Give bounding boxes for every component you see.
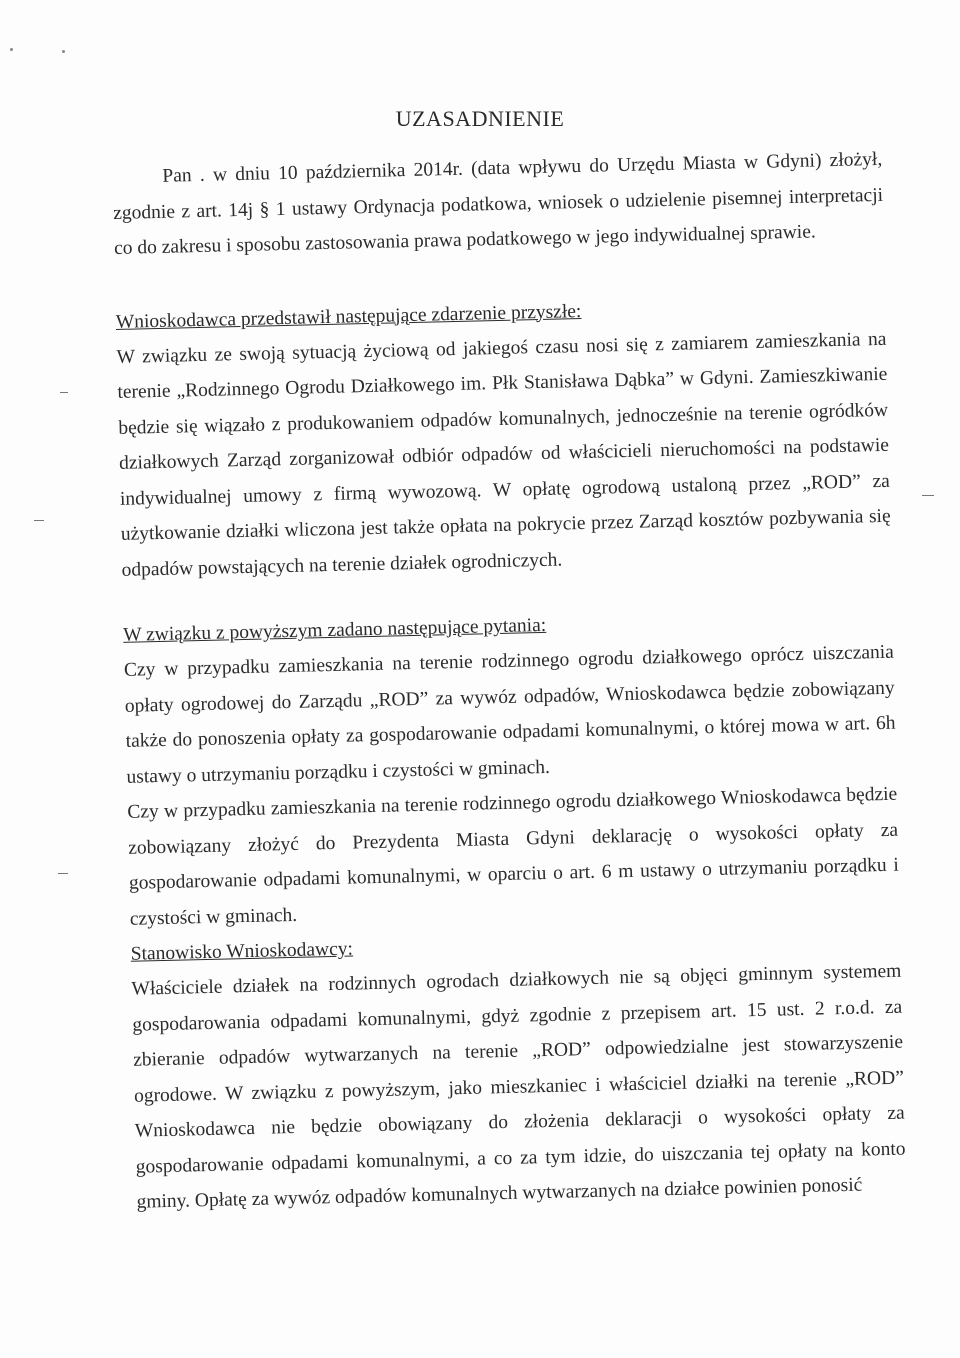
section-heading-position: Stanowisko Wnioskodawcy: [130,938,354,965]
scan-mark [922,495,934,496]
position-paragraph: Właściciele działek na rodzinnych ogrodach działkowych nie są objęci gminnym systemem gospodarowania odpadami komunalnymi, gdyż zgodnie z przepisem art. 15 ust. 2 r.o.d. za zbieranie odpadów wytwarzanych na terenie „ROD” odpowiedzialne jest stowarzyszenie ogrodowe. W związku z powyższym, jako mieszkaniec i właściciel działki na terenie „ROD” Wnioskodawca nie będzie obowiązany do złożenia deklaracji o wysokości opłaty za gospodarowanie odpadami komunalnymi, a co za tym idzie, do uiszczania tej opłaty na konto gminy. Opłatę za wywóz odpadów komunalnych wytwarzanych na działce powinien ponosić [131,960,906,1213]
intro-paragraph: Pan . w dniu 10 października 2014r. (data wpływu do Urzędu Miasta w Gdyni) złożył, zgodnie z art. 14j § 1 ustawy Ordynacja podatkowa, wniosek o udzielenie pisemnej interpretacji co do zakresu i sposobu zastosowania prawa podatkowego w jego indywidualnej sprawie. [113,148,884,259]
document-body [112,142,907,1220]
scan-mark [60,392,68,393]
scan-mark [34,520,44,521]
event-paragraph: W związku ze swoją sytuacją życiową od jakiegoś czasu nosi się z zamiarem zamieszkania na terenie „Rodzinnego Ogrodu Działkowego im. Płk Stanisława Dąbka” w Gdyni. Zamieszkiwanie będzie się wiązało z produkowaniem odpadów komunalnych, jednocześnie na terenie ogródków działkowych Zarząd zorganizował odbiór odpadów od właścicieli nieruchomości na podstawie indywidualnej umowy z firmą wywozową. W opłatę ogrodową ustaloną przez „ROD” za użytkowanie działki wliczona jest także opłata na pokrycie przez Zarząd kosztów pozbywania się odpadów powstających na terenie działek ogrodniczych. [116,328,891,581]
section-heading-event: Wnioskodawca przedstawił następujące zdarzenie przyszłe: [115,300,582,333]
scan-mark [58,873,68,874]
scan-speck [10,48,13,51]
section-heading-questions: W związku z powyższym zadano następujące pytania: [122,614,547,646]
question-1-paragraph: Czy w przypadku zamieszkania na terenie rodzinnego ogrodu działkowego oprócz uiszczania opłaty ogrodowej do Zarządu „ROD” za wywóz odpadów, Wnioskodawca będzie zobowiązany także do ponoszenia opłaty za gospodarowanie odpadami komunalnymi, o której mowa w art. 6h ustawy o utrzymaniu porządku i czystości w gminach. [123,641,896,788]
document-title: UZASADNIENIE [395,106,565,131]
question-2-paragraph: Czy w przypadku zamieszkania na terenie rodzinnego ogrodu działkowego Wnioskodawca będzie zobowiązany złożyć do Prezydenta Miasta Gdyni deklarację o wysokości opłaty za gospodarowanie odpadami komunalnymi, w oparciu o art. 6 m ustawy o utrzymaniu porządku i czystości w gminach. [127,783,900,930]
scan-speck [62,50,65,53]
